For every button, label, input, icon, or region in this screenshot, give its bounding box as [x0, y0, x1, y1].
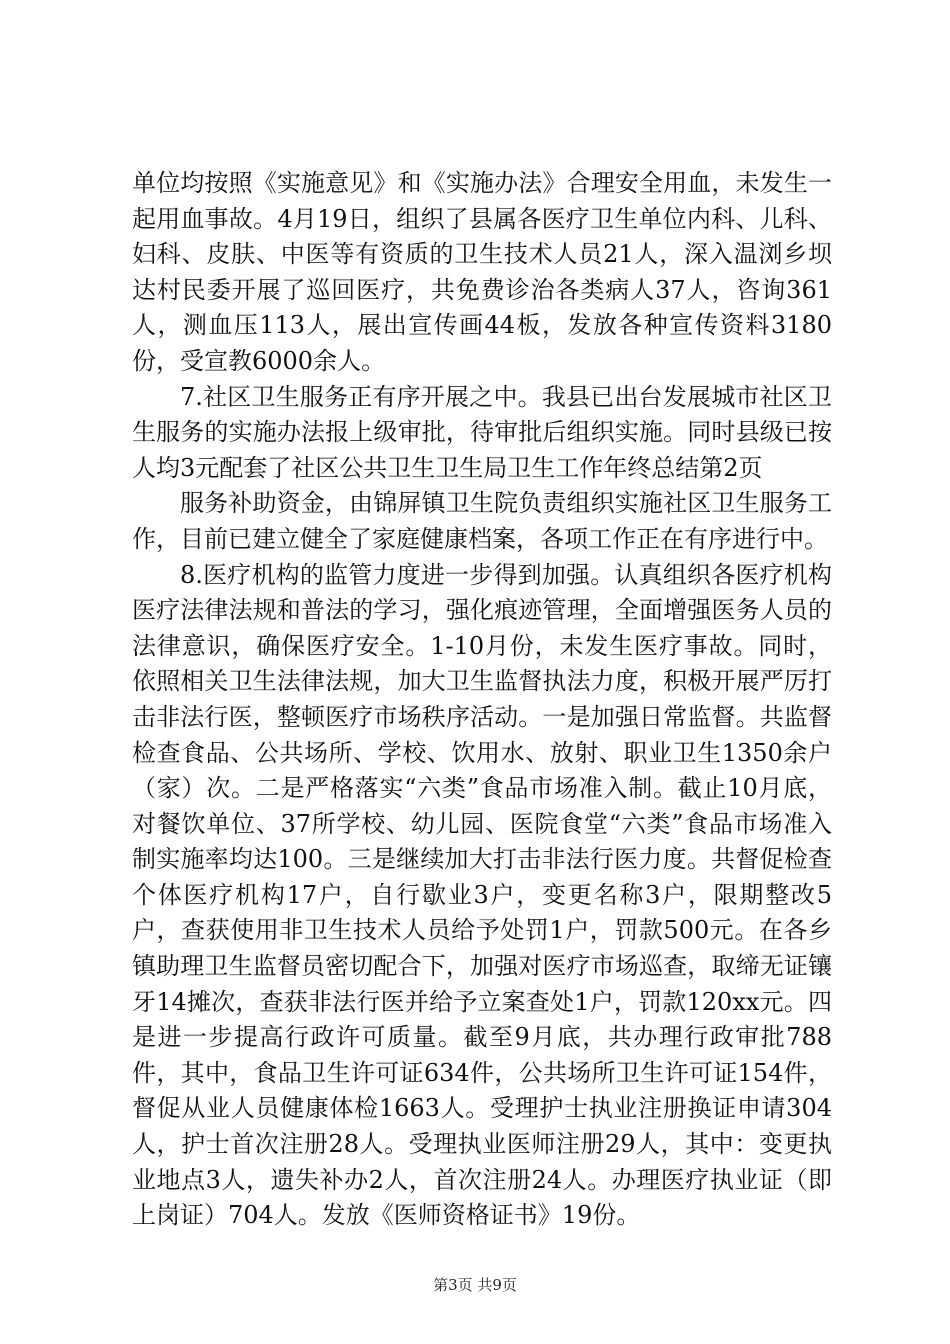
- paragraph-blood-safety: 单位均按照《实施意见》和《实施办法》合理安全用血，未发生一起用血事故。4月19日，组织了县属各医疗卫生单位内科、儿科、妇科、皮肤、中医等有资质的卫生技术人员21人，深入温浏乡坝达村民委开展了巡回医疗，共免费诊治各类病人37人，咨询361人，测血压113人，展出宣传画44板，发放各种宣传资料3180份，受宣教6000余人。: [132, 169, 832, 375]
- paragraph-community-health: 7.社区卫生服务正有序开展之中。我县已出台发展城市社区卫生服务的实施办法报上级审批，待审批后组织实施。同时县级已按人均3元配套了社区公共卫生卫生局卫生工作年终总结第2页: [132, 382, 832, 482]
- document-body: [132, 166, 832, 1234]
- page-footer: 第3页 共9页: [433, 1276, 517, 1294]
- paragraph-medical-supervision: 8.医疗机构的监管力度进一步得到加强。认真组织各医疗机构医疗法律法规和普法的学习，强化痕迹管理，全面增强医务人员的法律意识，确保医疗安全。1-10月份，未发生医疗事故。同时，依照相关卫生法律法规，加大卫生监督执法力度，积极开展严厉打击非法行医，整顿医疗市场秩序活动。一是加强日常监督。共监督检查食品、公共场所、学校、饮用水、放射、职业卫生1350余户（家）次。二是严格落实“六类”食品市场准入制。截止10月底，对餐饮单位、37所学校、幼儿园、医院食堂“六类”食品市场准入制实施率均达100。三是继续加大打击非法行医力度。共督促检查个体医疗机构17户，自行歇业3户，变更名称3户，限期整改5户，查获使用非卫生技术人员给予处罚1户，罚款500元。在各乡镇助理卫生监督员密切配合下，加强对医疗市场巡查，取缔无证镶牙14摊次，查获非法行医并给予立案查处1户，罚款120xx元。四是进一步提高行政许可质量。截至9月底，共办理行政审批788件，其中，食品卫生许可证634件，公共场所卫生许可证154件，督促从业人员健康体检1663人。受理护士执业注册换证申请304人，护士首次注册28人。受理执业医师注册29人，其中：变更执业地点3人，遗失补办2人，首次注册24人。办理医疗执业证（即上岗证）704人。发放《医师资格证书》19份。: [132, 560, 832, 1230]
- paragraph-service-subsidy: 服务补助资金，由锦屏镇卫生院负责组织实施社区卫生服务工作，目前已建立健全了家庭健康档案，各项工作正在有序进行中。: [132, 489, 832, 553]
